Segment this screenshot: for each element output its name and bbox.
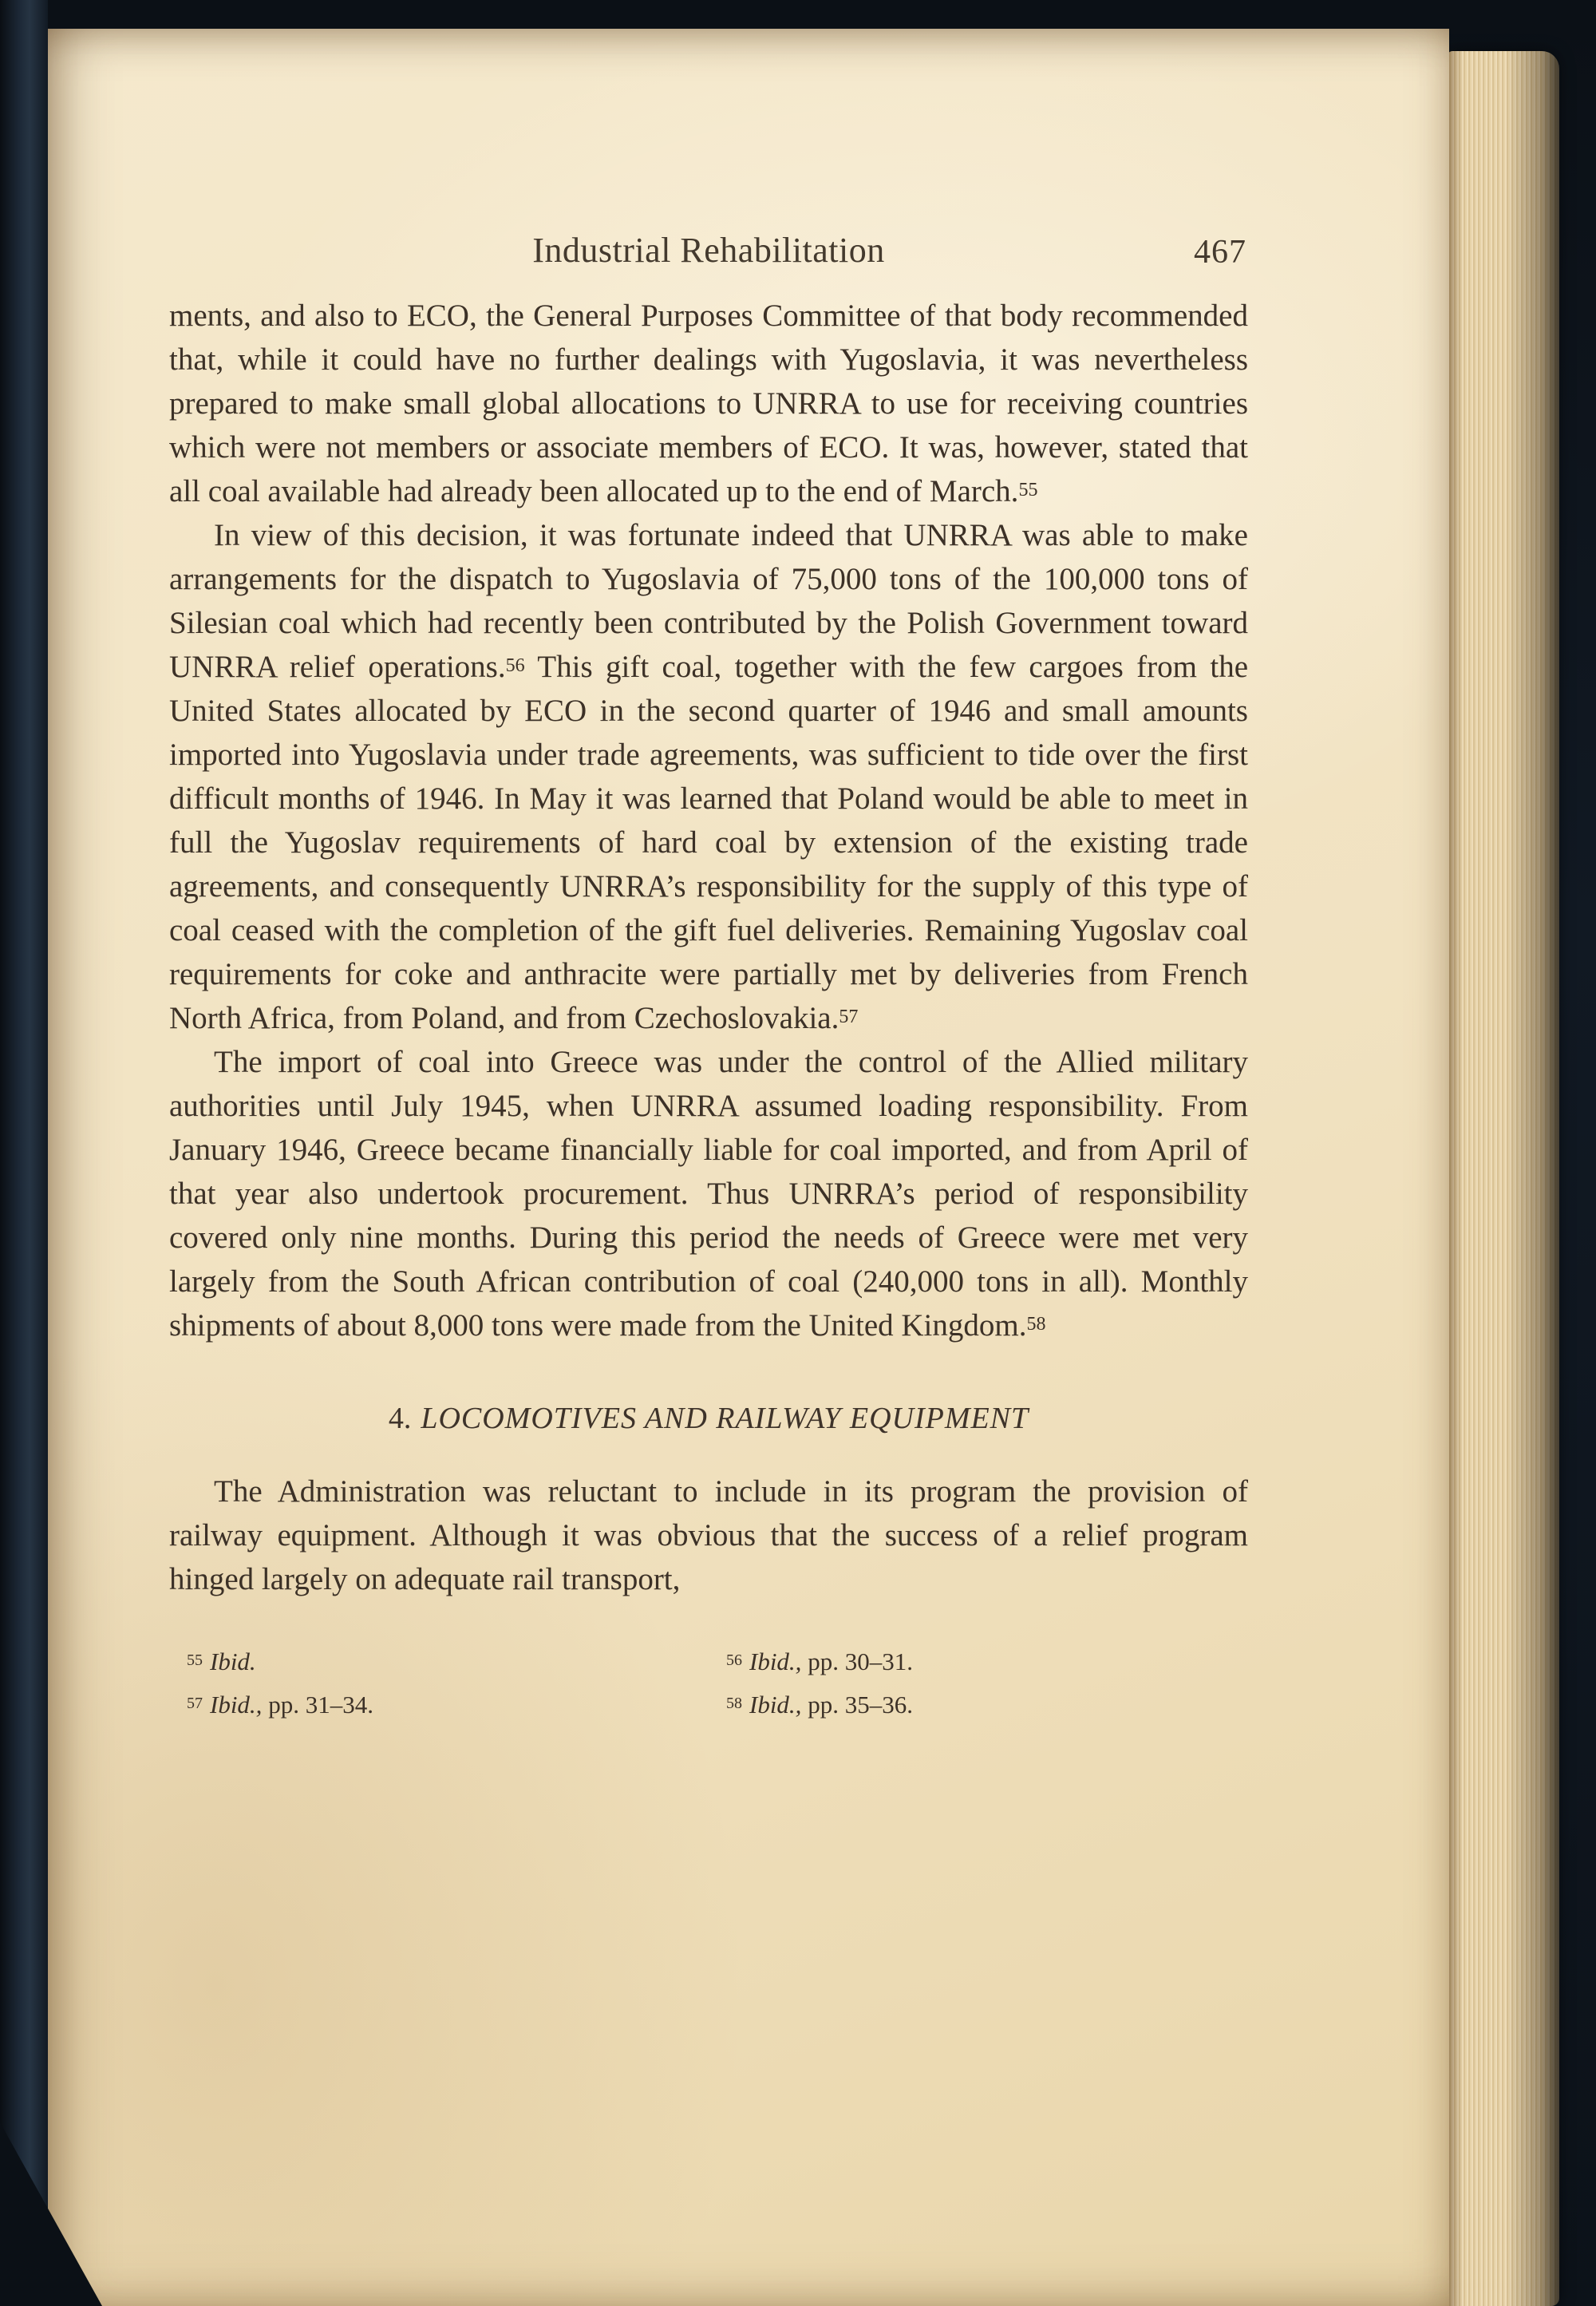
footnote (726, 1643, 1248, 1679)
paragraph-text: ments, and also to ECO, the General Purposes Committee of that body recommended that, while it could have no further dealings with Yugoslavia, it was nevertheless prepared to make small global allocations to UNRRA to use for receiving countries which were not members or associate members of ECO. It was, however, stated that all coal available had already been allocated up to the end of March. (169, 299, 1248, 508)
footnotes (169, 1643, 1248, 1723)
footnote-pages: pp. 30–31. (801, 1647, 913, 1675)
paragraph-text: This gift coal, together with the few cargoes from the United States allocated by ECO in the second quarter of 1946 and small amounts imported into Yugoslavia under trade agreements, was sufficient to tide over the first difficult months of 1946. In May it was learned that Poland would be able to meet in full the Yugoslav requirements of hard coal by extension of the existing trade agreements, and consequently UNRRA’s responsibility for the supply of this type of coal ceased with the completion of the gift fuel deliveries. Remaining Yugoslav coal requirements for coke and anthracite were partially met by deliveries from French North Africa, from Poland, and from Czechoslovakia. (169, 650, 1248, 1035)
footnote (187, 1643, 726, 1679)
footnote (187, 1686, 726, 1723)
paragraph (169, 1040, 1248, 1347)
footnote-number: 55 (187, 1651, 203, 1669)
footnote-number: 56 (726, 1651, 742, 1669)
footnote-text: Ibid. (210, 1647, 256, 1675)
footnote-ref: 57 (839, 1007, 859, 1027)
page-number: 467 (1194, 234, 1246, 271)
footnote-text: Ibid., (210, 1691, 263, 1719)
footnote-text: Ibid., (749, 1691, 802, 1719)
book-cover-left-edge (0, 0, 48, 2306)
book-page (48, 29, 1449, 2306)
body-text (169, 294, 1248, 1601)
paragraph (169, 294, 1248, 513)
section-title: LOCOMOTIVES AND RAILWAY EQUIPMENT (421, 1402, 1029, 1435)
page-header (169, 230, 1248, 281)
footnote-ref: 58 (1026, 1314, 1046, 1335)
running-head: Industrial Rehabilitation (532, 231, 885, 270)
section-heading (169, 1397, 1248, 1441)
footnote-ref: 55 (1018, 480, 1038, 500)
footnote-number: 58 (726, 1695, 742, 1712)
footnote-pages: pp. 35–36. (801, 1691, 913, 1719)
footnote-number: 57 (187, 1695, 203, 1712)
section-number: 4. (388, 1402, 412, 1435)
page-edges (1448, 51, 1559, 2306)
paragraph-text: In view of this decision, it was fortunate indeed that UNRRA was able to make arrangements for the dispatch to Yugoslavia of 75,000 tons of the 100,000 tons of Silesian coal which had recently been contributed by the Polish Government toward UNRRA relief operations. (169, 518, 1248, 684)
paragraph-text: The import of coal into Greece was under the control of the Allied military authorities until July 1945, when UNRRA assumed loading responsibility. From January 1946, Greece became financially liable for coal imported, and from April of that year also undertook procurement. Thus UNRRA’s period of responsibility covered only nine months. During this period the needs of Greece were met very largely from the South African contribution of coal (240,000 tons in all). Monthly shipments of about 8,000 tons were made from the United Kingdom. (169, 1045, 1248, 1343)
footnote (726, 1686, 1248, 1723)
paragraph (169, 513, 1248, 1040)
paragraph-text: The Administration was reluctant to include in its program the provision of railway equipment. Although it was obvious that the success of a relief program hinged largely on adequate rail transport, (169, 1474, 1248, 1596)
paragraph (169, 1469, 1248, 1601)
footnote-ref: 56 (505, 655, 525, 676)
page-content (169, 230, 1248, 1723)
footnote-text: Ibid., (749, 1647, 802, 1675)
footnote-pages: pp. 31–34. (262, 1691, 373, 1719)
